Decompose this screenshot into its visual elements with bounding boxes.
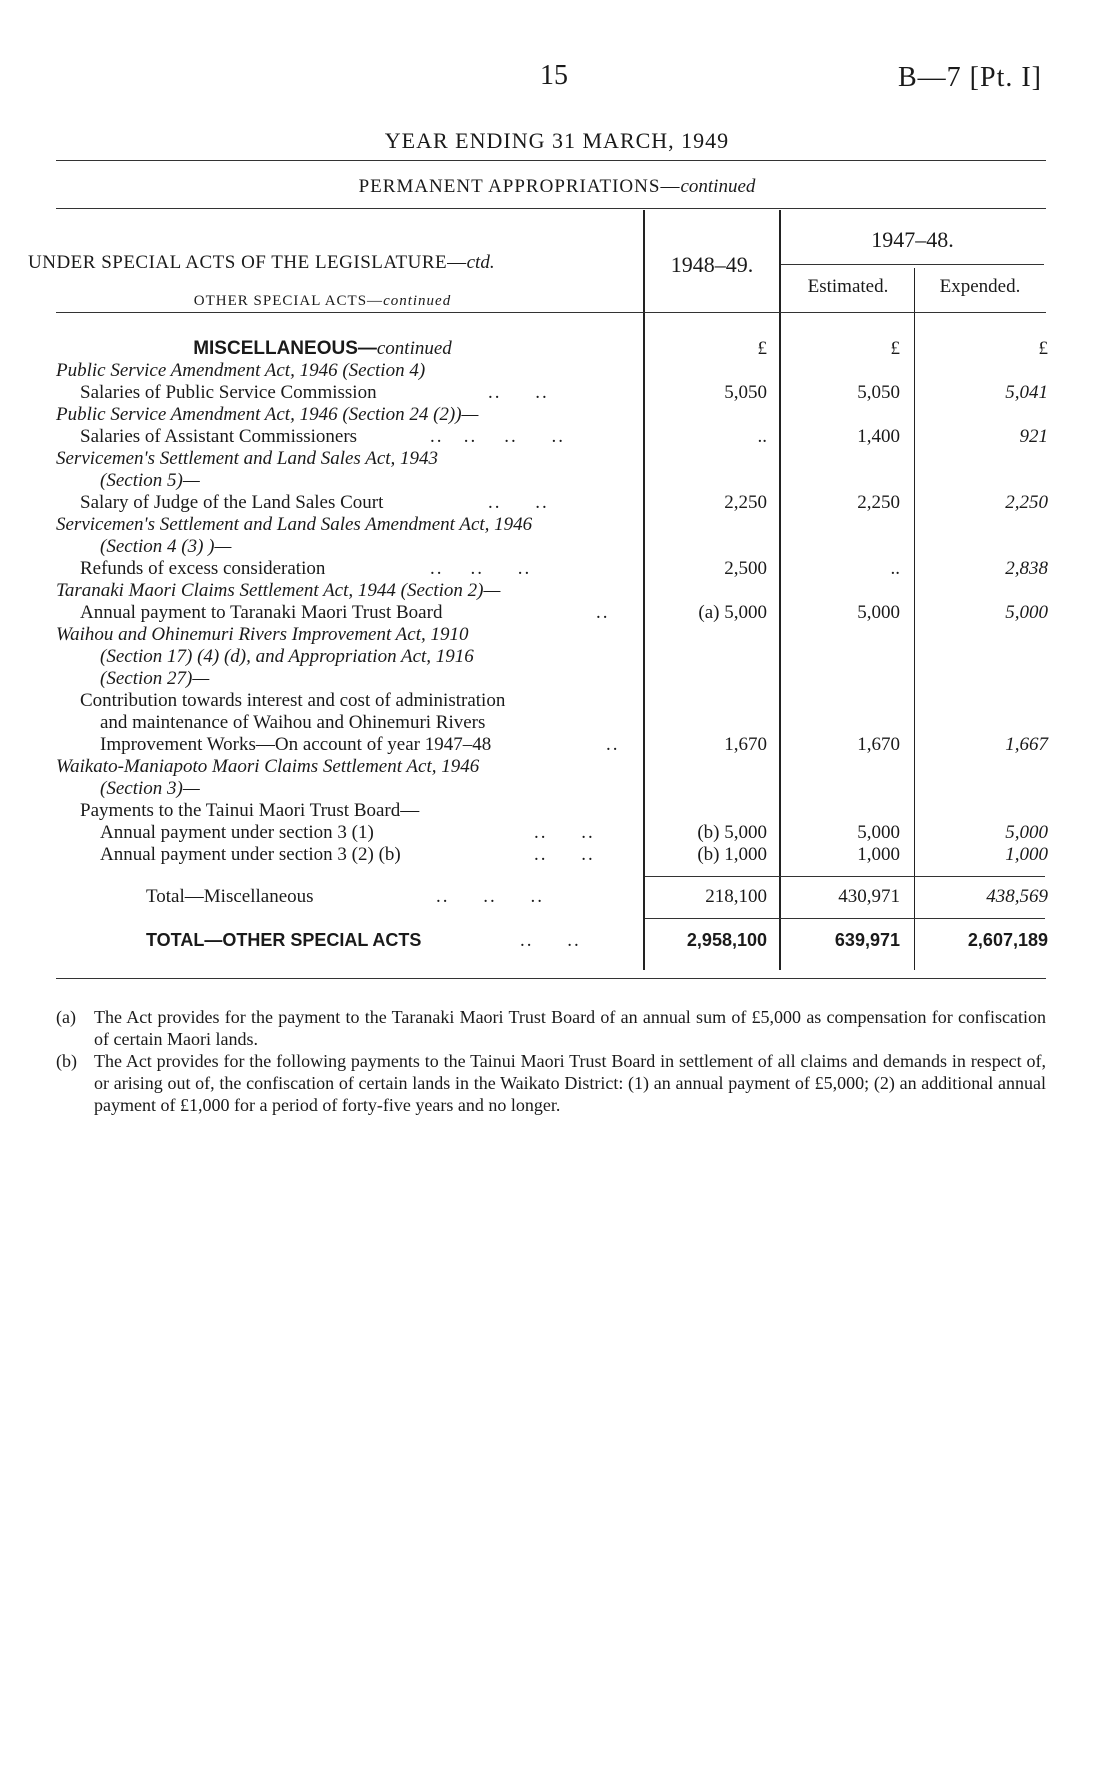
currency-symbol: £ (757, 338, 767, 359)
item-label-cont: Improvement Works—On account of year 1947–48 (100, 734, 492, 755)
grand-total-estimated: 639,971 (834, 930, 900, 950)
value-estimated: 1,000 (857, 844, 900, 865)
leader-dots: .. .. (488, 382, 549, 403)
act-heading: Servicemen's Settlement and Land Sales Act, 1943 (56, 448, 439, 469)
act-heading: Servicemen's Settlement and Land Sales Amendment Act, 1946 (56, 514, 533, 535)
act-heading-cont: (Section 4 (3) )— (100, 536, 232, 557)
act-heading-cont: (Section 17) (4) (d), and Appropriation Act, 1916 (100, 646, 474, 667)
column-rule (914, 268, 915, 970)
leader-dots: .. .. (534, 844, 595, 865)
leader-dots: .. .. .. (430, 558, 532, 579)
divider (781, 264, 1044, 265)
value-estimated: 2,250 (857, 492, 900, 513)
value-expended: 921 (1019, 426, 1048, 447)
leader-dots: .. .. .. .. (430, 426, 565, 447)
footnote-mark: (b) (56, 1051, 77, 1071)
divider (56, 978, 1046, 979)
leader-dots: .. .. (534, 822, 595, 843)
leader-dots: .. (606, 734, 620, 755)
total-1948-49: 218,100 (705, 886, 767, 907)
page-title: YEAR ENDING 31 MARCH, 1949 (384, 128, 730, 153)
page-number: 15 (540, 60, 568, 91)
column-header-estimated: Estimated. (807, 276, 889, 297)
column-rule (643, 210, 645, 970)
act-heading: Waikato-Maniapoto Maori Claims Settlement Act, 1946 (56, 756, 480, 777)
value-estimated: 5,000 (857, 602, 900, 623)
column-header-1948-49: 1948–49. (670, 252, 754, 277)
footnote-text: The Act provides for the following payments to the Tainui Maori Trust Board in settlement of all claims and demands in respect of, or arising out of, the confiscation of certain lands in the Waikato District: (1) an annual payment of £5,000; (2) an additional annual payment of £1,000 for a period of forty-five years and no longer. (94, 1051, 1046, 1115)
item-label-cont: Annual payment under section 3 (2) (b) (100, 844, 401, 865)
item-label-cont: and maintenance of Waihou and Ohinemuri Rivers (100, 712, 486, 733)
value-expended: 1,667 (1005, 734, 1048, 755)
item-label: Salaries of Assistant Commissioners (80, 426, 358, 447)
act-heading: Waihou and Ohinemuri Rivers Improvement Act, 1910 (56, 624, 469, 645)
footnote-b (56, 1050, 1046, 1116)
grand-total-label: TOTAL—OTHER SPECIAL ACTS (146, 930, 422, 950)
value-expended: 5,000 (1005, 822, 1048, 843)
table-subheader: OTHER SPECIAL ACTS—continued (193, 293, 452, 309)
leader-dots: .. .. .. (436, 886, 544, 907)
footnote-text: The Act provides for the payment to the Taranaki Maori Trust Board of an annual sum of £5,000 as compensation for confiscation of certain Maori lands. (94, 1007, 1046, 1049)
value-1948-49: .. (757, 426, 767, 447)
act-heading: Taranaki Maori Claims Settlement Act, 1944 (Section 2)— (56, 580, 501, 601)
currency-symbol: £ (1038, 338, 1048, 359)
value-expended: 2,250 (1005, 492, 1048, 513)
section-subtitle: PERMANENT APPROPRIATIONS—continued (358, 176, 756, 197)
act-heading-cont: (Section 3)— (100, 778, 200, 799)
value-expended: 5,041 (1005, 382, 1048, 403)
item-label-cont: Annual payment under section 3 (1) (100, 822, 374, 843)
value-estimated: .. (890, 558, 900, 579)
column-header-1947-48: 1947–48. (871, 227, 954, 252)
column-header-expended: Expended. (939, 276, 1021, 297)
grand-total-1948-49: 2,958,100 (686, 930, 767, 950)
leader-dots: .. .. (488, 492, 549, 513)
value-expended: 5,000 (1005, 602, 1048, 623)
value-1948-49: (b) 1,000 (697, 844, 767, 865)
column-rule (779, 210, 781, 970)
value-expended: 1,000 (1005, 844, 1048, 865)
leader-dots: .. (596, 602, 610, 623)
footnote-mark: (a) (56, 1007, 76, 1027)
item-label: Contribution towards interest and cost of administration (80, 690, 506, 711)
divider (56, 312, 1046, 313)
footnote-a (56, 1006, 1046, 1050)
item-label: Refunds of excess consideration (80, 558, 326, 579)
value-expended: 2,838 (1005, 558, 1048, 579)
grand-total-expended: 2,607,189 (967, 930, 1048, 950)
total-expended: 438,569 (986, 886, 1048, 907)
total-estimated: 430,971 (838, 886, 900, 907)
act-heading: Public Service Amendment Act, 1946 (Section 24 (2))— (56, 404, 479, 425)
document-reference: B—7 [Pt. I] (898, 62, 1042, 93)
item-label: Salaries of Public Service Commission (80, 382, 377, 403)
leader-dots: .. .. (520, 930, 581, 951)
value-estimated: 5,050 (857, 382, 900, 403)
item-label: Payments to the Tainui Maori Trust Board— (80, 800, 420, 821)
divider (645, 876, 1045, 877)
section-heading: MISCELLANEOUS—continued (193, 338, 452, 359)
item-label: Salary of Judge of the Land Sales Court (80, 492, 384, 513)
value-1948-49: 2,250 (724, 492, 767, 513)
value-1948-49: (a) 5,000 (698, 602, 767, 623)
value-1948-49: 5,050 (724, 382, 767, 403)
value-estimated: 1,400 (857, 426, 900, 447)
value-1948-49: 1,670 (724, 734, 767, 755)
act-heading-cont: (Section 5)— (100, 470, 200, 491)
value-estimated: 5,000 (857, 822, 900, 843)
act-heading-cont: (Section 27)— (100, 668, 210, 689)
divider (56, 160, 1046, 161)
currency-symbol: £ (890, 338, 900, 359)
divider (645, 918, 1045, 919)
divider (56, 208, 1046, 209)
value-estimated: 1,670 (857, 734, 900, 755)
value-1948-49: 2,500 (724, 558, 767, 579)
total-label: Total—Miscellaneous (146, 886, 314, 907)
value-1948-49: (b) 5,000 (697, 822, 767, 843)
act-heading: Public Service Amendment Act, 1946 (Section 4) (56, 360, 426, 381)
item-label: Annual payment to Taranaki Maori Trust Board (80, 602, 443, 623)
table-header-left: UNDER SPECIAL ACTS OF THE LEGISLATURE—ctd. (28, 252, 495, 273)
